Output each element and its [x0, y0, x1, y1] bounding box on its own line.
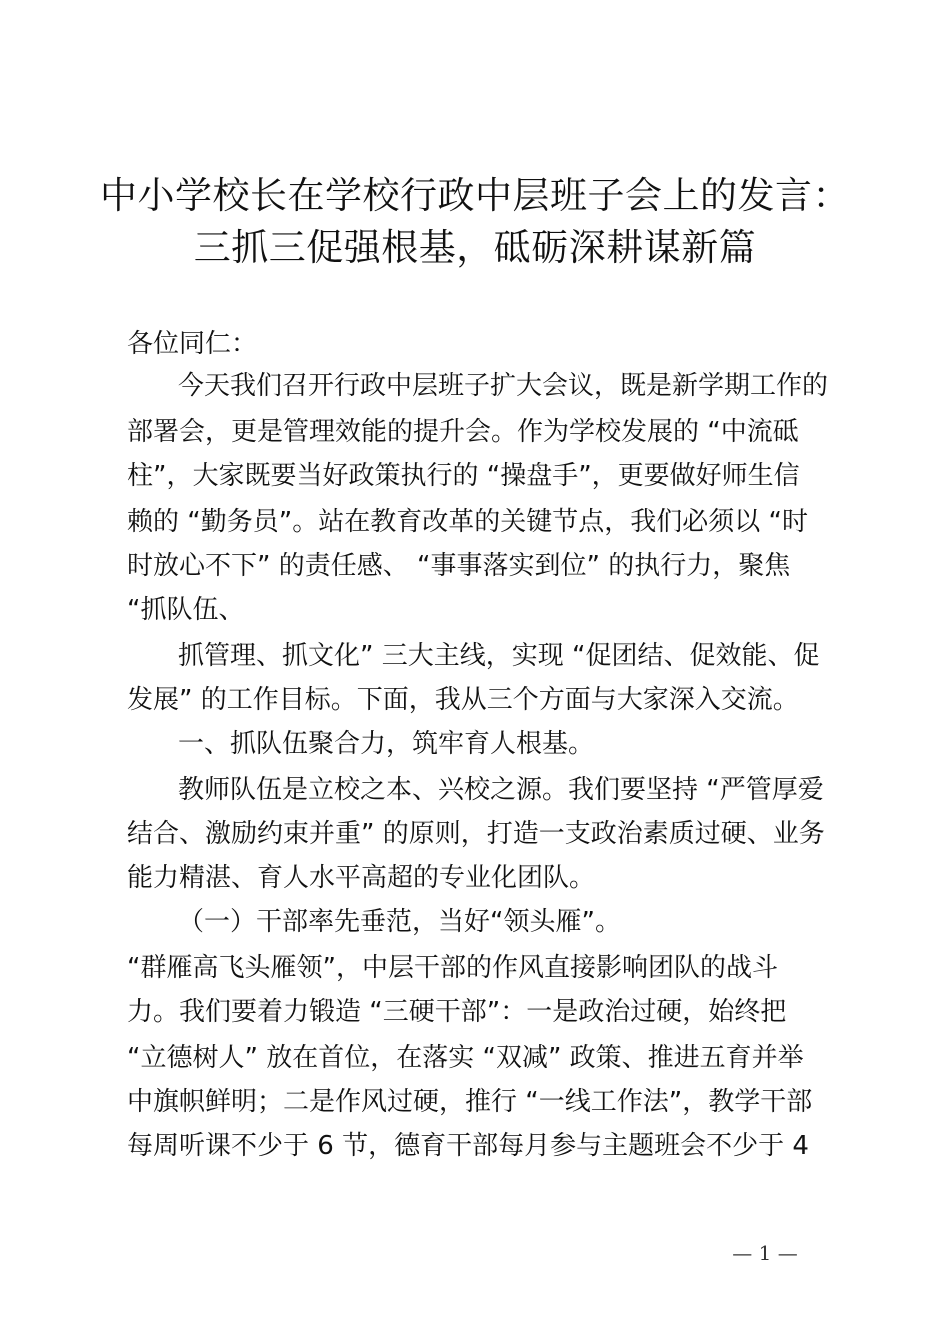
body-line: 每周听课不少于 6 节，德育干部每月参与主题班会不少于 4 — [127, 1131, 809, 1161]
subsection-heading: （一）干部率先垂范，当好“领头雁”。 — [178, 907, 621, 937]
page-number: — 1 — — [732, 1241, 798, 1265]
document-title-line-1: 中小学校长在学校行政中层班子会上的发言： — [100, 174, 850, 217]
body-line: 能力精湛、育人水平高超的专业化团队。 — [127, 863, 596, 893]
body-line: “立德树人” 放在首位，在落实 “双减” 政策、推进五育并举 — [127, 1043, 804, 1073]
body-line: “群雁高飞头雁领”，中层干部的作风直接影响团队的战斗 — [127, 953, 778, 983]
section-heading: 一、抓队伍聚合力，筑牢育人根基。 — [178, 729, 595, 759]
body-line: 力。我们要着力锻造 “三硬干部”：一是政治过硬，始终把 — [127, 997, 787, 1027]
body-line: 教师队伍是立校之本、兴校之源。我们要坚持 “严管厚爱 — [178, 775, 824, 805]
body-line: 抓管理、抓文化” 三大主线，实现 “促团结、促效能、促 — [178, 641, 820, 671]
body-line: 今天我们召开行政中层班子扩大会议，既是新学期工作的 — [178, 371, 829, 401]
body-line: 部署会，更是管理效能的提升会。作为学校发展的 “中流砥 — [127, 417, 799, 447]
body-line: 柱”，大家既要当好政策执行的 “操盘手”，更要做好师生信 — [127, 461, 800, 491]
body-line: 中旗帜鲜明；二是作风过硬，推行 “一线工作法”，教学干部 — [127, 1087, 813, 1117]
salutation: 各位同仁： — [127, 329, 258, 359]
body-line: 结合、激励约束并重” 的原则，打造一支政治素质过硬、业务 — [127, 819, 825, 849]
body-line: 发展” 的工作目标。下面，我从三个方面与大家深入交流。 — [127, 685, 799, 715]
body-line: 时放心不下” 的责任感、 “事事落实到位” 的执行力，聚焦 — [127, 551, 791, 581]
body-line: 赖的 “勤务员”。站在教育改革的关键节点，我们必须以 “时 — [127, 507, 808, 537]
document-title-line-2: 三抓三促强根基，砥砺深耕谋新篇 — [193, 226, 757, 269]
body-line: “抓队伍、 — [127, 595, 245, 625]
